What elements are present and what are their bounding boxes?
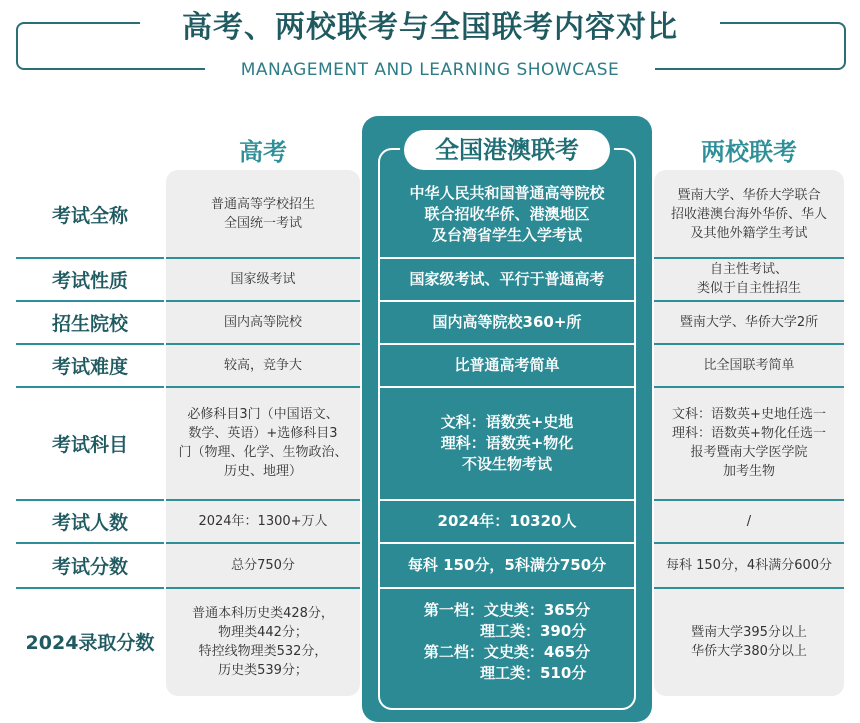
national-cell: 第一档：文史类：365分 理工类：390分 第二档：文史类：465分 理工类：510分 [423, 600, 591, 682]
row-label: 考试分数 [51, 555, 128, 578]
gaokao-cell: 必修科目3门（中国语文、 数学、英语）+选修科目3 门（物理、化学、生物政治、 历史、地理） [178, 407, 348, 479]
table-row [0, 544, 860, 586]
table-row [0, 172, 860, 256]
two-school-cell: 自主性考试、 类似于自主性招生 [696, 262, 801, 296]
two-school-cell: 暨南大学、华侨大学2所 [679, 314, 819, 330]
two-school-cell: 每科 150分，4科满分600分 [665, 557, 833, 573]
national-cell: 比普通高考简单 [454, 355, 560, 374]
national-cell: 国家级考试、平行于普通高考 [409, 269, 605, 288]
row-label: 考试全称 [51, 204, 128, 227]
row-label: 考试性质 [51, 269, 128, 292]
row-label: 2024录取分数 [25, 632, 155, 654]
column-header-gaokao: 高考 [239, 138, 287, 166]
page-title: 高考、两校联考与全国联考内容对比 [182, 10, 678, 45]
gaokao-cell: 总分750分 [231, 557, 295, 573]
national-cell: 文科：语数英+史地 理科：语数英+物化 不设生物考试 [440, 412, 574, 473]
table-row [0, 501, 860, 541]
national-cell: 中华人民共和国普通高等院校 联合招收华侨、港澳地区 及台湾省学生入学考试 [409, 183, 605, 244]
gaokao-cell: 较高，竞争大 [223, 357, 302, 373]
table-row [0, 589, 860, 694]
row-label: 考试科目 [51, 433, 128, 456]
two-school-cell: 暨南大学395分以上 华侨大学380分以上 [691, 624, 807, 659]
gaokao-cell: 国内高等院校 [223, 314, 302, 330]
two-school-cell: 暨南大学、华侨大学联合 招收港澳台海外华侨、华人 及其他外籍学生考试 [670, 187, 827, 241]
two-school-cell: 文科：语数英+史地任选一 理科：语数英+物化任选一 报考暨南大学医学院 加考生物 [672, 407, 826, 479]
two-school-cell: / [746, 513, 752, 529]
column-header-national: 全国港澳联考 [404, 130, 610, 170]
row-label: 考试难度 [51, 355, 128, 378]
national-cell: 2024年：10320人 [437, 511, 577, 530]
gaokao-cell: 普通高等学校招生 全国统一考试 [210, 197, 315, 231]
two-school-cell: 比全国联考简单 [703, 357, 795, 373]
table-row [0, 302, 860, 342]
gaokao-cell: 国家级考试 [230, 271, 296, 287]
table-row [0, 259, 860, 299]
national-cell: 国内高等院校360+所 [432, 312, 582, 331]
row-label: 招生院校 [51, 312, 128, 335]
page-subtitle: MANAGEMENT AND LEARNING SHOWCASE [240, 60, 620, 80]
gaokao-cell: 普通本科历史类428分， 物理类442分； 特控线物理类532分， 历史类539分； [192, 605, 334, 678]
table-row [0, 345, 860, 385]
column-header-two-school: 两校联考 [701, 138, 797, 166]
gaokao-cell: 2024年：1300+万人 [198, 513, 328, 529]
national-cell: 每科 150分，5科满分750分 [407, 555, 607, 574]
table-row [0, 388, 860, 498]
row-label: 考试人数 [51, 511, 128, 534]
